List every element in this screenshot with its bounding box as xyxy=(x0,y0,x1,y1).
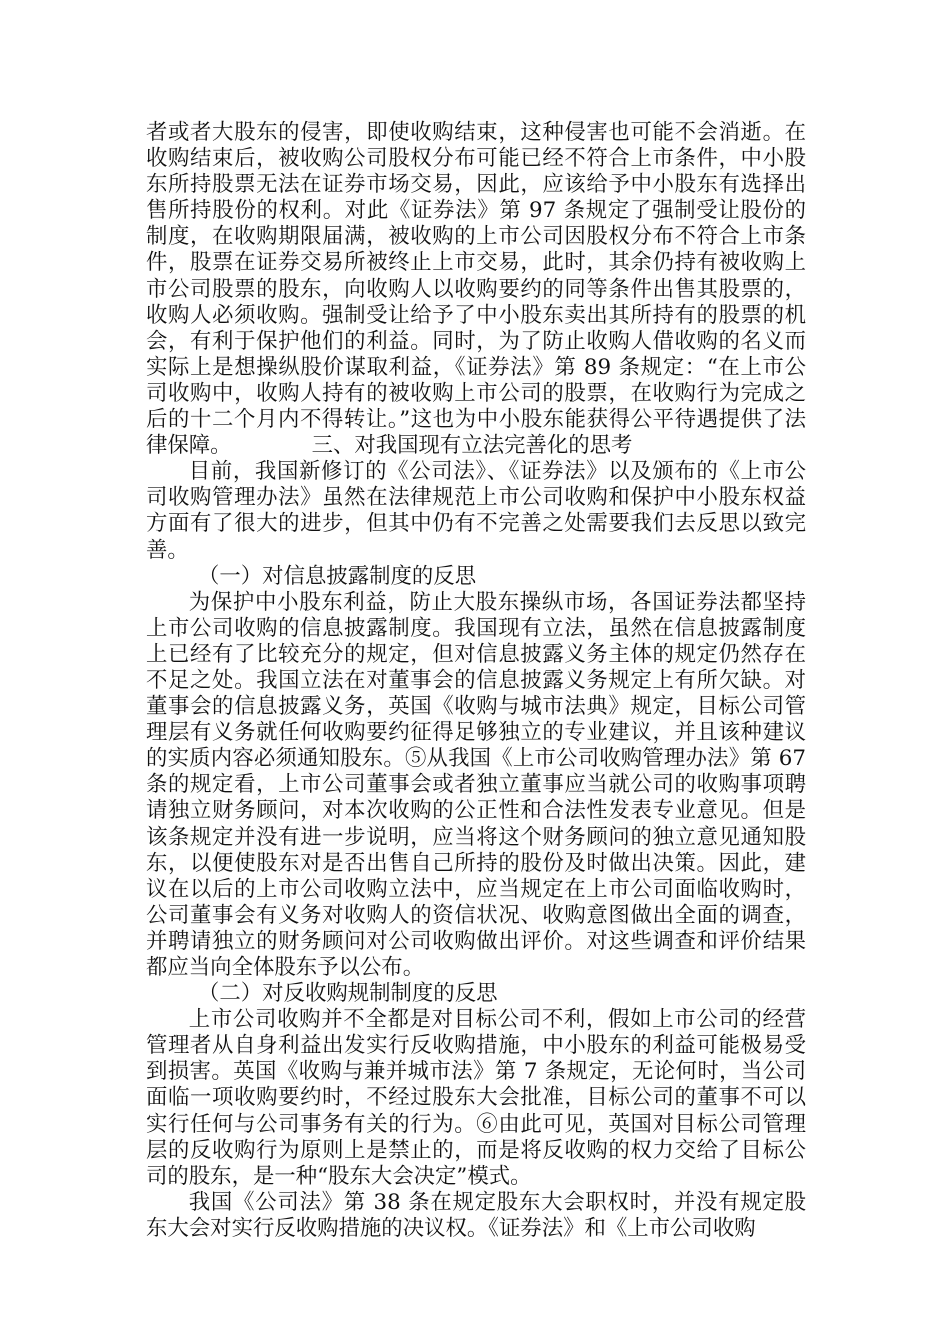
paragraph-5: 我国《公司法》第 38 条在规定股东大会职权时，并没有规定股东大会对实行反收购措施的决议权。《证券法》和《上市公司收购 xyxy=(146,1189,806,1241)
paragraph-3: 为保护中小股东利益，防止大股东操纵市场，各国证券法都坚持上市公司收购的信息披露制度。我国现有立法，虽然在信息披露制度上已经有了比较充分的规定，但对信息披露义务主体的规定仍然存在不足之处。我国立法在对董事会的信息披露义务规定上有所欠缺。对董事会的信息披露义务，英国《收购与城市法典》规定，目标公司管理层有义务就任何收购要约征得足够独立的专业建议，并且该种建议的实质内容必须通知股东。⑤从我国《上市公司收购管理办法》第 67 条的规定看，上市公司董事会或者独立董事应当就公司的收购事项聘请独立财务顾问，对本次收购的公正性和合法性发表专业意见。但是该条规定并没有进一步说明，应当将这个财务顾问的独立意见通知股东，以便使股东对是否出售自己所持的股份及时做出决策。因此，建议在以后的上市公司收购立法中，应当规定在上市公司面临收购时，公司董事会有义务对收购人的资信状况、收购意图做出全面的调查，并聘请独立的财务顾问对公司收购做出评价。对这些调查和评价结果都应当向全体股东予以公布。 xyxy=(146,589,806,980)
heading-information-disclosure: （一）对信息披露制度的反思 xyxy=(198,563,477,589)
paragraph-1-text: 者或者大股东的侵害，即使收购结束，这种侵害也可能不会消逝。在收购结束后，被收购公司股权分布可能已经不符合上市条件，中小股东所持股票无法在证券市场交易，因此，应该给予中小股东有选择出售所持股份的权利。对此《证券法》第 97 条规定了强制受让股份的制度，在收购期限届满，被收购的上市公司因股权分布不符合上市条件，股票在证券交易所被终止上市交易，此时，其余仍持有被收购上市公司股票的股东，向收购人以收购要约的同等条件出售其股票的，收购人必须收购。强制受让给予了中小股东卖出其所持有的股票的机会，有利于保护他们的利益。同时，为了防止收购人借收购的名义而实际上是想操纵股价谋取利益，《证券法》第 89 条规定：“在上市公司收购中，收购人持有的被收购上市公司的股票，在收购行为完成之后的十二个月内不得转让。”这也为中小股东能获得公平待遇提供了法律保障。 xyxy=(146,120,806,459)
paragraph-1 xyxy=(146,120,806,459)
heading-anti-takeover: （二）对反收购规制制度的反思 xyxy=(198,981,498,1007)
section-3-title: 三、对我国现有立法完善化的思考 xyxy=(311,433,633,459)
paragraph-4: 上市公司收购并不全都是对目标公司不利，假如上市公司的经营管理者从自身利益出发实行反收购措施，中小股东的利益可能极易受到损害。英国《收购与兼并城市法》第 7 条规定，无论何时，当公司面临一项收购要约时，不经过股东大会批准，目标公司的董事不可以实行任何与公司事务有关的行为。⑥由此可见，英国对目标公司管理层的反收购行为原则上是禁止的，而是将反收购的权力交给了目标公司的股东，是一种“股东大会决定”模式。 xyxy=(146,1007,806,1189)
paragraph-2: 目前，我国新修订的《公司法》、《证券法》以及颁布的《上市公司收购管理办法》虽然在法律规范上市公司收购和保护中小股东权益方面有了很大的进步，但其中仍有不完善之处需要我们去反思以致完善。 xyxy=(146,459,806,563)
document-body xyxy=(146,120,806,1242)
